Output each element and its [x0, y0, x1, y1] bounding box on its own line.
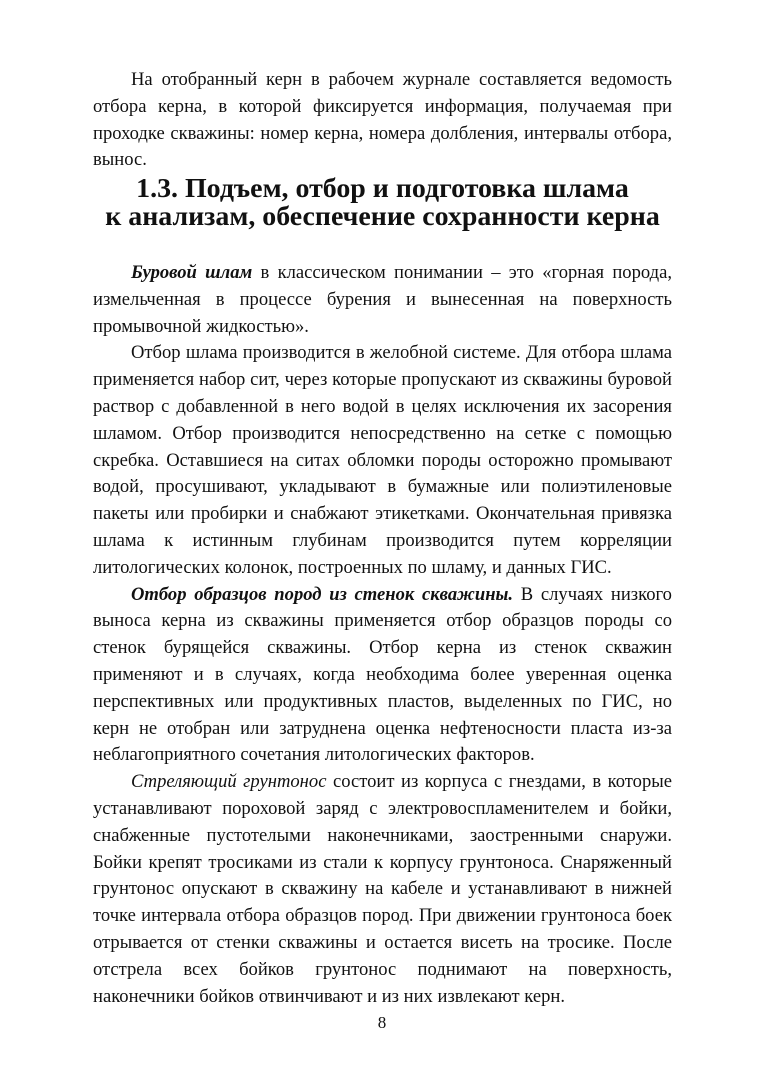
- paragraph-cuttings-sampling: Отбор шлама производится в желобной системе. Для отбора шлама применяется набор сит, через которые пропускают из скважины буровой раствор с добавленной в него водой в целях исключения их засорения шламом. Отбор производится непосредственно на сетке с помощью скребка. Оставшиеся на ситах обломки породы осторожно промывают водой, просушивают, укладывают в бумажные или полиэтиленовые пакеты или пробирки и снабжают этикетками. Окончательная привязка шлама к истинным глубинам производится путем корреляции литологических колонок, построенных по шламу, и данных ГИС.: [93, 342, 672, 578]
- paragraph-coring-gun: [93, 769, 672, 1010]
- body-text: [93, 260, 672, 1010]
- page-number: 8: [377, 1013, 387, 1032]
- paragraph-coring-gun-text: состоит из корпуса с гнездами, в которые устанавливают пороховой заряд с электровоспламенителем и бойки, снабженные пустотелыми наконечниками, заостренными снаружи. Бойки крепят тросиками из стали к корпусу грунтоноса. Снаряженный грунтонос опускают в скважину на кабеле и устанавливают в нижней точке интервала отбора образцов пород. При движении грунтоноса боек отрывается от стенки скважины и остается висеть на тросике. После отстрела всех бойков грунтонос поднимают на поверхность, наконечники бойков отвинчивают и из них извлекают керн.: [93, 771, 672, 1007]
- paragraph-sidewall-sampling-text: В случаях низкого выноса керна из скважины применяется отбор образцов породы со стенок бурящейся скважины. Отбор керна из стенок скважин применяют и в случаях, когда необходима более уверенная оценка перспективных или продуктивных пластов, выделенных по ГИС, но керн не отобран или затруднена оценка нефтеносности пласта из-за неблагоприятного сочетания литологических факторов.: [93, 583, 672, 766]
- term-sidewall-sampling: Отбор образцов пород из стенок скважины.: [131, 583, 514, 605]
- paragraph-drill-cuttings: [93, 260, 672, 340]
- paragraph-drill-cuttings-text: в классическом понимании – это «горная порода, измельченная в процессе бурения и вынесенная на поверхность промывочной жидкостью».: [93, 262, 673, 337]
- intro-block: [93, 67, 672, 174]
- section-heading-line-2: к анализам, обеспечение сохранности керна: [105, 201, 660, 232]
- section-heading-line-1: 1.3. Подъем, отбор и подготовка шлама: [136, 173, 629, 204]
- term-drill-cuttings: Буровой шлам: [131, 262, 253, 283]
- section-heading: [93, 175, 672, 231]
- paragraph-sidewall-sampling: [93, 582, 672, 770]
- intro-paragraph: На отобранный керн в рабочем журнале составляется ведомость отбора керна, в которой фиксируется информация, получаемая при проходке скважины: номер керна, номера долбления, интервалы отбора, вынос.: [93, 69, 672, 171]
- term-coring-gun: Стреляющий грунтонос: [131, 771, 327, 793]
- section-heading-block: [93, 175, 672, 231]
